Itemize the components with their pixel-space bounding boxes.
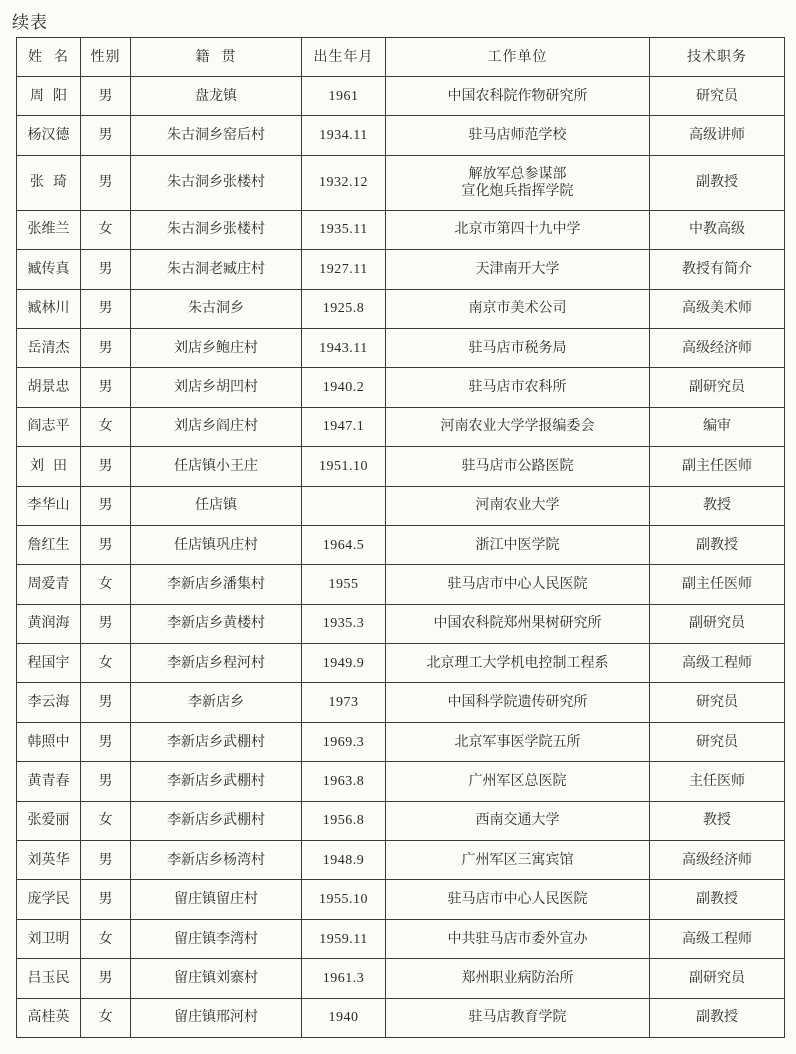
table-row: [17, 722, 785, 761]
cell-birth: 1940.2: [302, 368, 386, 407]
cell-unit: [386, 919, 650, 958]
cell-origin: 盘龙镇: [131, 77, 302, 116]
cell-name: 杨汉德: [17, 116, 81, 155]
cell-origin: 刘店乡胡凹村: [131, 368, 302, 407]
cell-birth: 1955: [302, 565, 386, 604]
cell-name: 周爱青: [17, 565, 81, 604]
cell-origin: 朱古洞乡张楼村: [131, 210, 302, 249]
cell-name: 周 阳: [17, 77, 81, 116]
cell-birth: 1932.12: [302, 155, 386, 210]
cell-origin: 李新店乡潘集村: [131, 565, 302, 604]
cell-title: 研究员: [650, 722, 785, 761]
cell-unit-line: 驻马店师范学校: [468, 127, 567, 144]
cell-unit-line: 北京军事医学院五所: [454, 733, 581, 750]
cell-unit: [386, 116, 650, 155]
cell-origin: 李新店乡杨湾村: [131, 841, 302, 880]
cell-unit: [386, 77, 650, 116]
header-gender: 性别: [81, 38, 131, 77]
cell-unit: [386, 407, 650, 446]
cell-name: 李云海: [17, 683, 81, 722]
cell-unit: [386, 841, 650, 880]
cell-unit: [386, 486, 650, 525]
cell-unit-line: 宣化炮兵指挥学院: [461, 182, 574, 199]
table-row: [17, 644, 785, 683]
cell-birth: 1956.8: [302, 801, 386, 840]
cell-gender: 男: [81, 762, 131, 801]
header-origin: 籍 贯: [131, 38, 302, 77]
cell-title: 高级经济师: [650, 841, 785, 880]
cell-origin: 留庄镇邢河村: [131, 998, 302, 1037]
cell-birth: 1947.1: [302, 407, 386, 446]
cell-title: 高级工程师: [650, 644, 785, 683]
cell-unit: [386, 328, 650, 367]
cell-name: 庞学民: [17, 880, 81, 919]
table-row: [17, 959, 785, 998]
cell-gender: 男: [81, 683, 131, 722]
cell-name: 黄润海: [17, 604, 81, 643]
cell-origin: 李新店乡: [131, 683, 302, 722]
cell-unit: [386, 683, 650, 722]
table-row: [17, 841, 785, 880]
cell-unit: [386, 604, 650, 643]
cell-origin: 李新店乡程河村: [131, 644, 302, 683]
cell-unit-line: 广州军区总医院: [468, 772, 567, 789]
cell-unit: [386, 959, 650, 998]
table-row: [17, 447, 785, 486]
cell-title: 副研究员: [650, 604, 785, 643]
cell-unit-line: 驻马店市中心人民医院: [447, 575, 588, 592]
cell-name: 臧林川: [17, 289, 81, 328]
cell-title: 研究员: [650, 683, 785, 722]
table-row: [17, 801, 785, 840]
cell-name: 张爱丽: [17, 801, 81, 840]
cell-name: 张维兰: [17, 210, 81, 249]
cell-birth: 1925.8: [302, 289, 386, 328]
cell-birth: 1934.11: [302, 116, 386, 155]
table-row: [17, 250, 785, 289]
cell-title: 副主任医师: [650, 447, 785, 486]
cell-title: 主任医师: [650, 762, 785, 801]
table-row: [17, 762, 785, 801]
cell-title: 教授有简介: [650, 250, 785, 289]
cell-origin: 李新店乡黄楼村: [131, 604, 302, 643]
cell-title: 副主任医师: [650, 565, 785, 604]
cell-unit: [386, 880, 650, 919]
table-row: [17, 155, 785, 210]
cell-unit: [386, 762, 650, 801]
table-body: [17, 77, 785, 1038]
cell-unit-line: 天津南开大学: [475, 260, 560, 277]
cell-gender: 女: [81, 407, 131, 446]
table-row: [17, 604, 785, 643]
cell-origin: 留庄镇刘寨村: [131, 959, 302, 998]
cell-birth: 1927.11: [302, 250, 386, 289]
cell-unit: [386, 447, 650, 486]
cell-gender: 男: [81, 880, 131, 919]
cell-unit-line: 中国科学院遗传研究所: [447, 694, 588, 711]
cell-unit-line: 河南农业大学: [475, 497, 560, 514]
cell-gender: 男: [81, 525, 131, 564]
cell-gender: 男: [81, 486, 131, 525]
cell-birth: 1935.3: [302, 604, 386, 643]
cell-name: 阎志平: [17, 407, 81, 446]
cell-unit-line: 驻马店市农科所: [468, 379, 567, 396]
cell-name: 高桂英: [17, 998, 81, 1037]
cell-origin: 刘店乡阎庄村: [131, 407, 302, 446]
cell-gender: 女: [81, 998, 131, 1037]
cell-gender: 女: [81, 919, 131, 958]
cell-birth: 1940: [302, 998, 386, 1037]
cell-gender: 男: [81, 155, 131, 210]
cell-birth: 1948.9: [302, 841, 386, 880]
cell-name: 李华山: [17, 486, 81, 525]
cell-gender: 男: [81, 77, 131, 116]
cell-birth: 1969.3: [302, 722, 386, 761]
cell-name: 胡景忠: [17, 368, 81, 407]
table-row: [17, 683, 785, 722]
personnel-table: [16, 37, 785, 1038]
table-row: [17, 525, 785, 564]
cell-gender: 男: [81, 447, 131, 486]
cell-gender: 男: [81, 368, 131, 407]
cell-gender: 女: [81, 565, 131, 604]
cell-unit-line: 中共驻马店市委外宣办: [447, 930, 588, 947]
cell-origin: 朱古洞乡张楼村: [131, 155, 302, 210]
header-birth: 出生年月: [302, 38, 386, 77]
cell-title: 高级美术师: [650, 289, 785, 328]
cell-name: 臧传真: [17, 250, 81, 289]
header-name: 姓 名: [17, 38, 81, 77]
cell-unit-line: 西南交通大学: [475, 812, 560, 829]
table-row: [17, 407, 785, 446]
cell-name: 岳清杰: [17, 328, 81, 367]
cell-unit-line: 驻马店市税务局: [468, 339, 567, 356]
cell-unit-line: 驻马店市公路医院: [461, 457, 574, 474]
cell-birth: 1959.11: [302, 919, 386, 958]
table-row: [17, 880, 785, 919]
cell-birth: 1951.10: [302, 447, 386, 486]
table-row: [17, 289, 785, 328]
cell-unit-line: 驻马店市中心人民医院: [447, 891, 588, 908]
cell-birth: 1964.5: [302, 525, 386, 564]
table-row: [17, 486, 785, 525]
table-row: [17, 328, 785, 367]
cell-gender: 男: [81, 116, 131, 155]
cell-birth: 1943.11: [302, 328, 386, 367]
cell-title: 教授: [650, 801, 785, 840]
cell-title: 副研究员: [650, 959, 785, 998]
cell-birth: 1973: [302, 683, 386, 722]
cell-unit: [386, 210, 650, 249]
cell-origin: 李新店乡武棚村: [131, 762, 302, 801]
cell-origin: 朱古洞老臧庄村: [131, 250, 302, 289]
cell-name: 韩照中: [17, 722, 81, 761]
cell-unit: [386, 801, 650, 840]
cell-name: 程国宇: [17, 644, 81, 683]
cell-birth: 1935.11: [302, 210, 386, 249]
cell-gender: 女: [81, 801, 131, 840]
table-row: [17, 998, 785, 1037]
table-row: [17, 368, 785, 407]
cell-origin: 李新店乡武棚村: [131, 722, 302, 761]
cell-gender: 男: [81, 959, 131, 998]
cell-title: 中教高级: [650, 210, 785, 249]
cell-unit: [386, 368, 650, 407]
cell-birth: 1955.10: [302, 880, 386, 919]
cell-birth: [302, 486, 386, 525]
cell-gender: 男: [81, 841, 131, 880]
cell-origin: 朱古洞乡: [131, 289, 302, 328]
table-row: [17, 919, 785, 958]
header-title: 技术职务: [650, 38, 785, 77]
cell-name: 吕玉民: [17, 959, 81, 998]
cell-origin: 刘店乡鲍庄村: [131, 328, 302, 367]
cell-gender: 男: [81, 328, 131, 367]
cell-title: 高级工程师: [650, 919, 785, 958]
cell-unit-line: 中国农科院郑州果树研究所: [433, 615, 602, 632]
cell-origin: 留庄镇李湾村: [131, 919, 302, 958]
cell-birth: 1961: [302, 77, 386, 116]
cell-gender: 男: [81, 722, 131, 761]
table-row: [17, 210, 785, 249]
cell-gender: 男: [81, 604, 131, 643]
cell-birth: 1949.9: [302, 644, 386, 683]
cell-origin: 李新店乡武棚村: [131, 801, 302, 840]
cell-name: 刘 田: [17, 447, 81, 486]
cell-unit: [386, 998, 650, 1037]
cell-name: 黄青春: [17, 762, 81, 801]
cell-unit-line: 中国农科院作物研究所: [447, 87, 588, 104]
header-row: [17, 38, 785, 77]
cell-title: 研究员: [650, 77, 785, 116]
cell-origin: 留庄镇留庄村: [131, 880, 302, 919]
cell-unit-line: 浙江中医学院: [475, 536, 560, 553]
cell-origin: 朱古洞乡窑后村: [131, 116, 302, 155]
cell-birth: 1963.8: [302, 762, 386, 801]
cell-title: 副教授: [650, 525, 785, 564]
cell-unit-line: 河南农业大学学报编委会: [440, 418, 595, 435]
cell-unit: [386, 289, 650, 328]
cell-title: 副教授: [650, 155, 785, 210]
table-row: [17, 116, 785, 155]
cell-name: 刘英华: [17, 841, 81, 880]
cell-unit-line: 驻马店教育学院: [468, 1009, 567, 1026]
cell-title: 副研究员: [650, 368, 785, 407]
cell-name: 詹红生: [17, 525, 81, 564]
cell-gender: 男: [81, 289, 131, 328]
cell-title: 副教授: [650, 998, 785, 1037]
cell-title: 高级经济师: [650, 328, 785, 367]
table-row: [17, 565, 785, 604]
cell-unit: [386, 525, 650, 564]
cell-gender: 男: [81, 250, 131, 289]
cell-title: 副教授: [650, 880, 785, 919]
header-unit: 工作单位: [386, 38, 650, 77]
cell-title: 编审: [650, 407, 785, 446]
cell-unit-line: 解放军总参谋部: [468, 165, 567, 182]
cell-birth: 1961.3: [302, 959, 386, 998]
cell-unit: [386, 722, 650, 761]
cell-origin: 任店镇: [131, 486, 302, 525]
cell-unit: [386, 565, 650, 604]
cell-unit-line: 北京市第四十九中学: [454, 221, 581, 238]
table-row: [17, 77, 785, 116]
cell-gender: 女: [81, 644, 131, 683]
cell-gender: 女: [81, 210, 131, 249]
cell-unit-line: 南京市美术公司: [468, 300, 567, 317]
cell-name: 张 琦: [17, 155, 81, 210]
cell-origin: 任店镇巩庄村: [131, 525, 302, 564]
cell-unit: [386, 644, 650, 683]
cell-unit-line: 广州军区三寓宾馆: [461, 851, 574, 868]
cell-unit-line: 郑州职业病防治所: [461, 969, 574, 986]
cell-unit: [386, 155, 650, 210]
cell-unit: [386, 250, 650, 289]
cell-unit-line: 北京理工大学机电控制工程系: [426, 654, 609, 671]
table-caption: 续表: [12, 13, 48, 33]
cell-title: 高级讲师: [650, 116, 785, 155]
cell-origin: 任店镇小王庄: [131, 447, 302, 486]
cell-name: 刘卫明: [17, 919, 81, 958]
cell-title: 教授: [650, 486, 785, 525]
